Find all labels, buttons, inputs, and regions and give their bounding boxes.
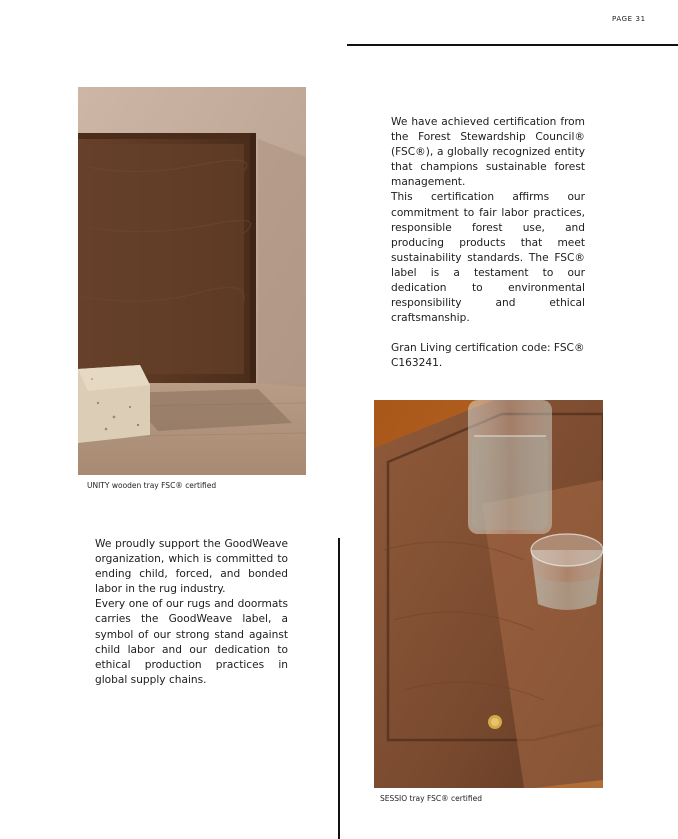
page-number: PAGE 31 [612, 15, 646, 23]
goodweave-paragraph-2: Every one of our rugs and doormats carries the GoodWeave label, a symbol of our strong stand against child labor and our dedication to ethical production practices in global supply chains. [95, 598, 288, 686]
fsc-paragraph-1: We have achieved certification from the Forest Stewardship Council® (FSC®), a globally recognized entity that champions sustainable forest management. [391, 116, 585, 189]
vertical-divider-line [338, 538, 340, 839]
sessio-tray-photo [374, 400, 603, 788]
goodweave-paragraph-1: We proudly support the GoodWeave organization, which is committed to ending child, forced, and bonded labor in the rug industry. [95, 538, 288, 596]
top-divider-line [347, 44, 678, 46]
fsc-certification-text [391, 115, 585, 372]
fsc-paragraph-2: This certification affirms our commitment to fair labor practices, responsible forest use, and producing products that meet sustainability standards. The FSC® label is a testament to our dedication to environmental responsibility and ethical craftsmanship. [391, 191, 585, 325]
unity-tray-caption: UNITY wooden tray FSC® certified [87, 481, 217, 490]
goodweave-text [95, 537, 288, 688]
unity-tray-photo [78, 87, 306, 475]
fsc-certification-code: Gran Living certification code: FSC® C163241. [391, 342, 585, 370]
sessio-tray-caption: SESSIO tray FSC® certified [380, 794, 482, 803]
